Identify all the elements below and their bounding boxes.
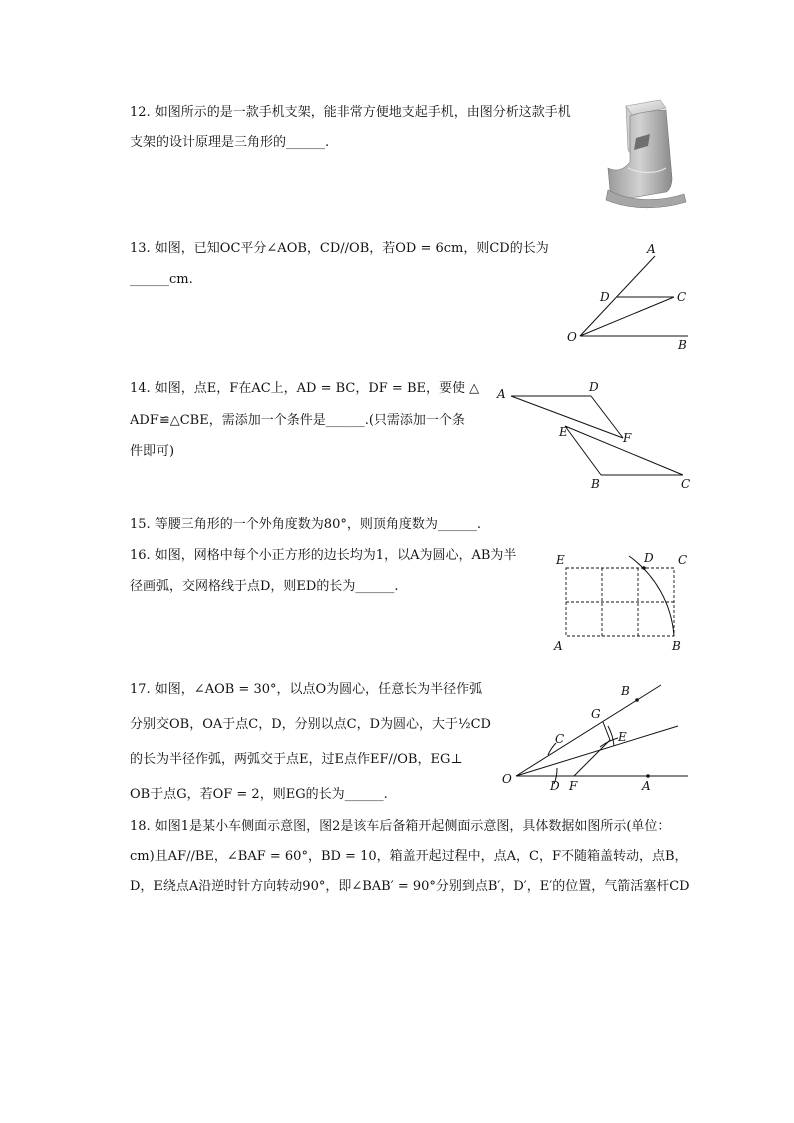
label-c: C — [555, 732, 565, 746]
q13-figure — [560, 240, 700, 359]
segment-ge — [603, 722, 610, 740]
label-e: E — [618, 730, 627, 744]
label-f: F — [623, 431, 632, 445]
q18-line1: 18. 如图1是某小车侧面示意图，图2是该车后备箱开起侧面示意图，具体数据如图所示(单位： — [130, 819, 671, 834]
label-e: E — [556, 553, 565, 567]
label-d: D — [644, 551, 654, 565]
label-c: C — [678, 553, 688, 567]
label-b: B — [621, 684, 630, 698]
label-c: C — [677, 290, 687, 304]
label-a: A — [497, 387, 506, 401]
label-b: B — [591, 477, 600, 491]
q14-figure — [493, 378, 703, 497]
label-o: O — [502, 772, 512, 786]
label-a: A — [647, 242, 656, 256]
q17-line4: OB于点G，若OF = 2，则EG的长为______. — [130, 787, 388, 802]
q16-line1: 16. 如图，网格中每个小正方形的边长均为1，以A为圆心，AB为半 — [130, 548, 517, 563]
label-a: A — [642, 779, 651, 793]
q18-line3: D，E绕点A沿逆时针方向转动90°，即∠BAB′ = 90°分别到点B′，D′，E′的位置，气箭活塞杆CD — [130, 879, 690, 894]
label-e: E — [559, 425, 568, 439]
label-g: G — [591, 707, 601, 721]
q14-line3: 件即可) — [130, 444, 175, 459]
label-c: C — [681, 477, 691, 491]
q16-line2: 径画弧，交网格线于点D，则ED的长为______. — [130, 579, 399, 594]
q13-line1: 13. 如图，已知OC平分∠AOB，CD//OB，若OD = 6cm，则CD的长为 — [130, 241, 549, 256]
label-d: D — [550, 779, 560, 793]
q17-figure — [496, 680, 696, 804]
q14-line2: ADF≌△CBE，需添加一个条件是______.(只需添加一个条 — [130, 413, 465, 428]
q12-line1: 12. 如图所示的是一款手机支架，能非常方便地支起手机，由图分析这款手机 — [130, 105, 571, 120]
ray-ob — [516, 685, 661, 776]
label-d: D — [600, 290, 610, 304]
q17-line2: 分别交OB，OA于点C，D，分别以点C，D为圆心，大于½CD — [130, 717, 491, 732]
ray-oa — [580, 256, 655, 336]
q14-line1: 14. 如图，点E，F在AC上，AD = BC，DF = BE，要使 △ — [130, 381, 480, 396]
q12-line2: 支架的设计原理是三角形的______. — [130, 135, 330, 150]
q16-figure — [548, 548, 698, 662]
segment-fe — [574, 740, 610, 776]
label-b: B — [678, 338, 687, 352]
q13-line2: ______cm. — [130, 272, 193, 287]
q18-line2: cm)且AF//BE，∠BAF = 60°，BD = 10，箱盖开起过程中，点A，C，F不随箱盖转动，点B， — [130, 849, 688, 864]
label-f: F — [569, 779, 578, 793]
q17-line1: 17. 如图，∠AOB = 30°，以点O为圆心，任意长为半径作弧 — [130, 682, 483, 697]
phone-stand-image — [600, 98, 692, 214]
label-d: D — [589, 380, 599, 394]
q15-line1: 15. 等腰三角形的一个外角度数为80°，则顶角度数为______. — [130, 517, 481, 532]
label-o: O — [567, 330, 577, 344]
ray-oc — [580, 297, 674, 336]
label-b: B — [672, 639, 681, 653]
q17-line3: 的长为半径作弧，两弧交于点E，过E点作EF//OB，EG⊥ — [130, 752, 463, 767]
label-a: A — [554, 639, 563, 653]
ray-oe — [516, 726, 678, 776]
